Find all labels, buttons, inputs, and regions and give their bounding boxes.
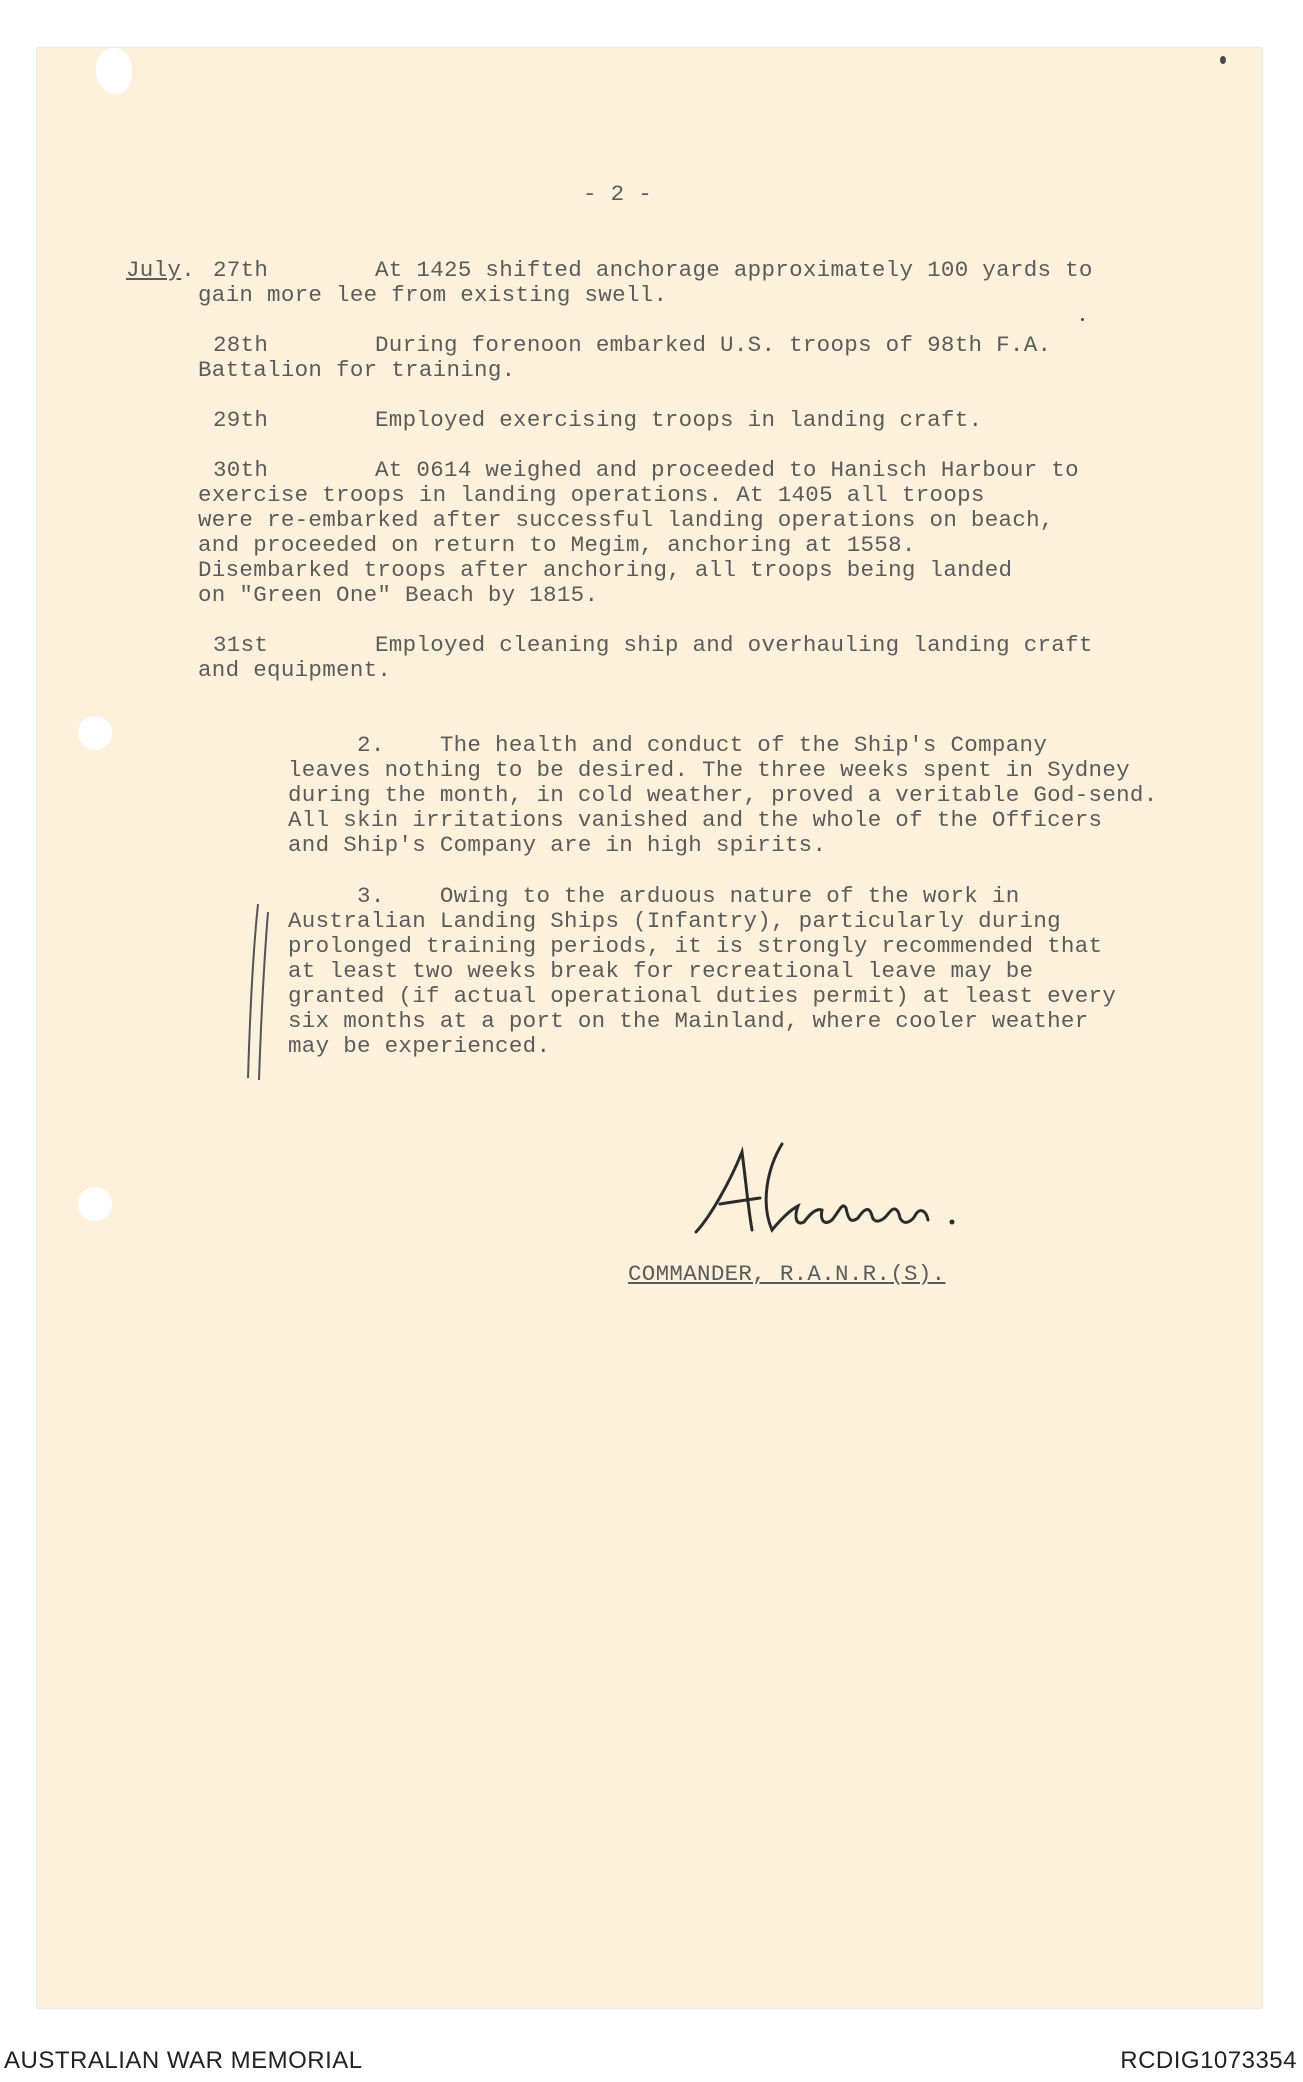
entry-line: Employed exercising troops in landing craft. (375, 407, 983, 433)
page-number: - 2 - (583, 181, 653, 207)
entry-line: Employed cleaning ship and overhauling landing craft (375, 632, 1093, 658)
month-label (126, 258, 195, 283)
remark-paragraph (288, 884, 1116, 1059)
paragraph-line: 2. The health and conduct of the Ship's Company (288, 732, 1048, 758)
entry-line: Battalion for training. (198, 357, 516, 383)
paragraph-line: may be experienced. (288, 1033, 551, 1059)
paragraph-line: at least two weeks break for recreational leave may be (288, 958, 1034, 984)
ink-speck (1081, 318, 1084, 321)
paragraph-line: 3. Owing to the arduous nature of the work in (288, 883, 1020, 909)
paper-tear-mark (96, 48, 132, 94)
entry-day: 29th (213, 407, 269, 433)
month-suffix: . (181, 257, 196, 283)
entry-line: During forenoon embarked U.S. troops of 98th F.A. (375, 332, 1052, 358)
entry-line: and proceeded on return to Megim, anchoring at 1558. (198, 532, 916, 558)
entry-line: on "Green One" Beach by 1815. (198, 582, 599, 608)
entry-day: 30th (213, 457, 269, 483)
entry-line: exercise troops in landing operations. At 1405 all troops (198, 482, 985, 508)
entry-day: 27th (213, 257, 269, 283)
punch-hole-top (78, 716, 112, 750)
paragraph-line: prolonged training periods, it is strongly recommended that (288, 933, 1103, 959)
signature-title: COMMANDER, R.A.N.R.(S). (628, 1261, 946, 1287)
entry-line: At 0614 weighed and proceeded to Hanisch Harbour to (375, 457, 1079, 483)
entry-line: were re-embarked after successful landing operations on beach, (198, 507, 1054, 533)
entry-text (288, 408, 982, 433)
paragraph-line: All skin irritations vanished and the whole of the Officers (288, 807, 1103, 833)
footer-archive-name: AUSTRALIAN WAR MEMORIAL (4, 2047, 363, 2074)
paragraph-line: and Ship's Company are in high spirits. (288, 832, 827, 858)
entry-day: 28th (213, 332, 269, 358)
footer-record-id: RCDIG1073354 (1120, 2047, 1297, 2074)
month-name: July (126, 257, 182, 283)
entry-day: 31st (213, 632, 269, 658)
remark-paragraph (288, 733, 1158, 858)
paragraph-line: during the month, in cold weather, proved a veritable God-send. (288, 782, 1158, 808)
ink-speck (1220, 56, 1226, 64)
paragraph-line: leaves nothing to be desired. The three weeks spent in Sydney (288, 757, 1130, 783)
paragraph-line: granted (if actual operational duties permit) at least every (288, 983, 1117, 1009)
entry-line: and equipment. (198, 657, 392, 683)
margin-marks (244, 902, 274, 1082)
punch-hole-bottom (78, 1187, 112, 1221)
entry-line: At 1425 shifted anchorage approximately 100 yards to (375, 257, 1093, 283)
paragraph-line: Australian Landing Ships (Infantry), particularly during (288, 908, 1061, 934)
entry-line: Disembarked troops after anchoring, all troops being landed (198, 557, 1013, 583)
entry-line: gain more lee from existing swell. (198, 282, 668, 308)
paragraph-line: six months at a port on the Mainland, where cooler weather (288, 1008, 1089, 1034)
signature (690, 1122, 980, 1252)
